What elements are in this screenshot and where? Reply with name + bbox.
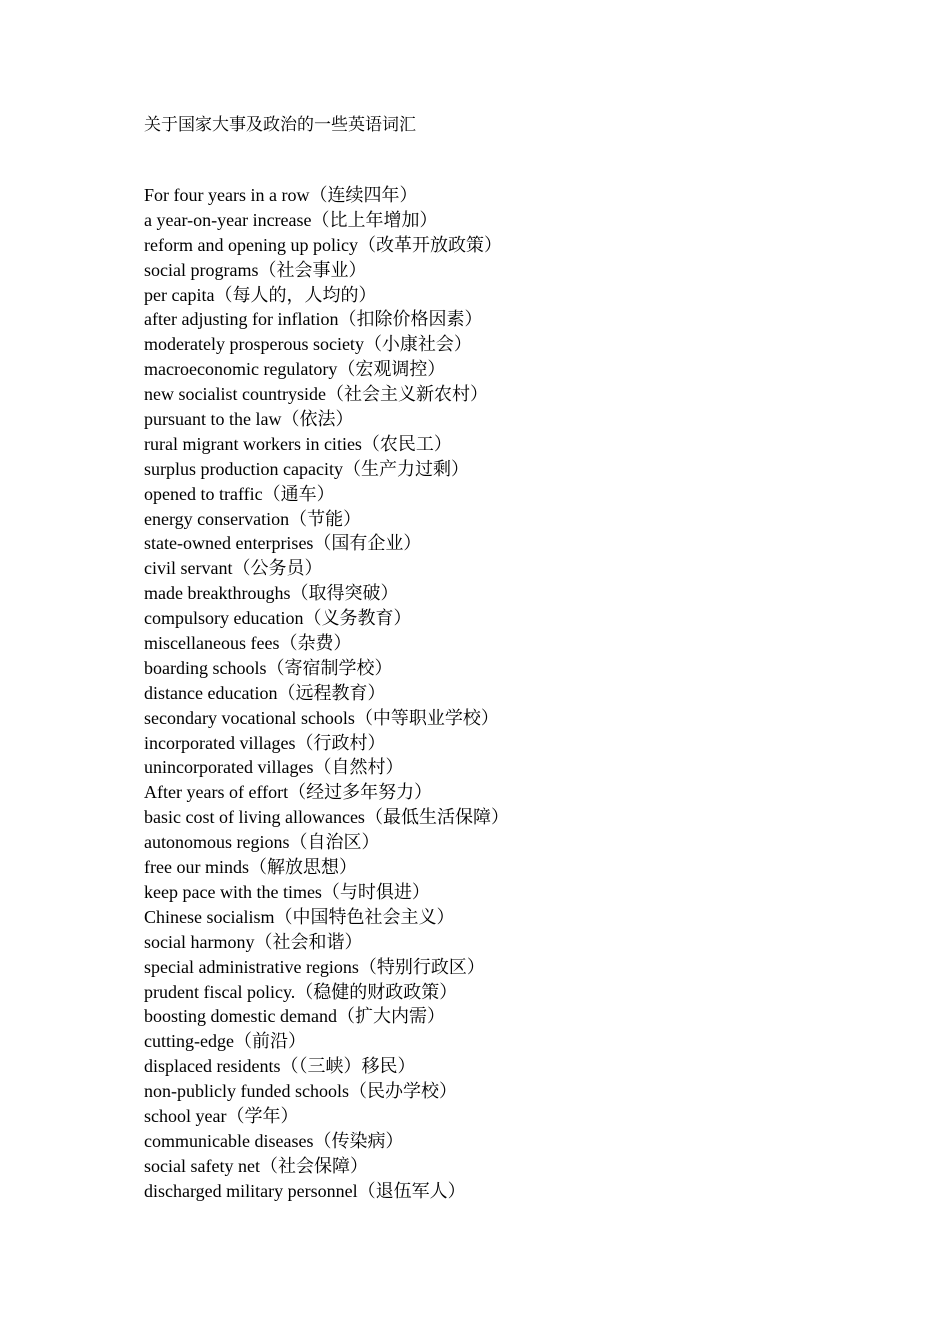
vocabulary-line: basic cost of living allowances（最低生活保障） (144, 807, 509, 828)
vocabulary-line: social safety net（社会保障） (144, 1155, 368, 1176)
vocabulary-line: boarding schools（寄宿制学校） (144, 657, 393, 678)
document-title: 关于国家大事及政治的一些英语词汇 (144, 115, 416, 135)
vocabulary-line: displaced residents（（三峡）移民） (144, 1056, 416, 1077)
vocabulary-line: keep pace with the times（与时俱进） (144, 881, 430, 902)
vocabulary-line: reform and opening up policy（改革开放政策） (144, 234, 502, 255)
vocabulary-line: school year（学年） (144, 1105, 299, 1126)
vocabulary-line: autonomous regions（自治区） (144, 832, 380, 853)
vocabulary-line: discharged military personnel（退伍军人） (144, 1180, 466, 1201)
vocabulary-line: After years of effort（经过多年努力） (144, 782, 433, 803)
vocabulary-line: miscellaneous fees（杂费） (144, 633, 352, 654)
vocabulary-line: energy conservation（节能） (144, 508, 362, 529)
vocabulary-line: state-owned enterprises（国有企业） (144, 533, 422, 554)
vocabulary-line: a year-on-year increase（比上年增加） (144, 209, 438, 230)
vocabulary-line: moderately prosperous society（小康社会） (144, 334, 472, 355)
vocabulary-line: compulsory education（义务教育） (144, 608, 412, 629)
vocabulary-line: secondary vocational schools（中等职业学校） (144, 707, 499, 728)
vocabulary-line: new socialist countryside（社会主义新农村） (144, 384, 488, 405)
vocabulary-line: social programs（社会事业） (144, 259, 367, 280)
vocabulary-line: opened to traffic（通车） (144, 483, 335, 504)
vocabulary-line: prudent fiscal policy.（稳健的财政政策） (144, 981, 458, 1002)
vocabulary-line: macroeconomic regulatory（宏观调控） (144, 359, 446, 380)
vocabulary-line: special administrative regions（特别行政区） (144, 956, 485, 977)
vocabulary-line: Chinese socialism（中国特色社会主义） (144, 906, 455, 927)
vocabulary-line: unincorporated villages（自然村） (144, 757, 404, 778)
vocabulary-line: pursuant to the law（依法） (144, 409, 354, 430)
vocabulary-line: rural migrant workers in cities（农民工） (144, 433, 452, 454)
vocabulary-line: surplus production capacity（生产力过剩） (144, 458, 469, 479)
vocabulary-line: per capita（每人的，人均的） (144, 284, 377, 305)
vocabulary-list (144, 183, 509, 1204)
vocabulary-line: free our minds（解放思想） (144, 857, 357, 878)
vocabulary-line: social harmony（社会和谐） (144, 931, 363, 952)
vocabulary-line: boosting domestic demand（扩大内需） (144, 1006, 445, 1027)
vocabulary-line: after adjusting for inflation（扣除价格因素） (144, 309, 483, 330)
vocabulary-line: cutting-edge（前沿） (144, 1031, 306, 1052)
vocabulary-line: made breakthroughs（取得突破） (144, 583, 399, 604)
vocabulary-line: distance education（远程教育） (144, 682, 386, 703)
vocabulary-line: For four years in a row（连续四年） (144, 185, 418, 205)
vocabulary-line: civil servant（公务员） (144, 558, 323, 579)
vocabulary-line: communicable diseases（传染病） (144, 1130, 404, 1151)
vocabulary-line: non-publicly funded schools（民办学校） (144, 1081, 457, 1102)
vocabulary-line: incorporated villages（行政村） (144, 732, 386, 753)
